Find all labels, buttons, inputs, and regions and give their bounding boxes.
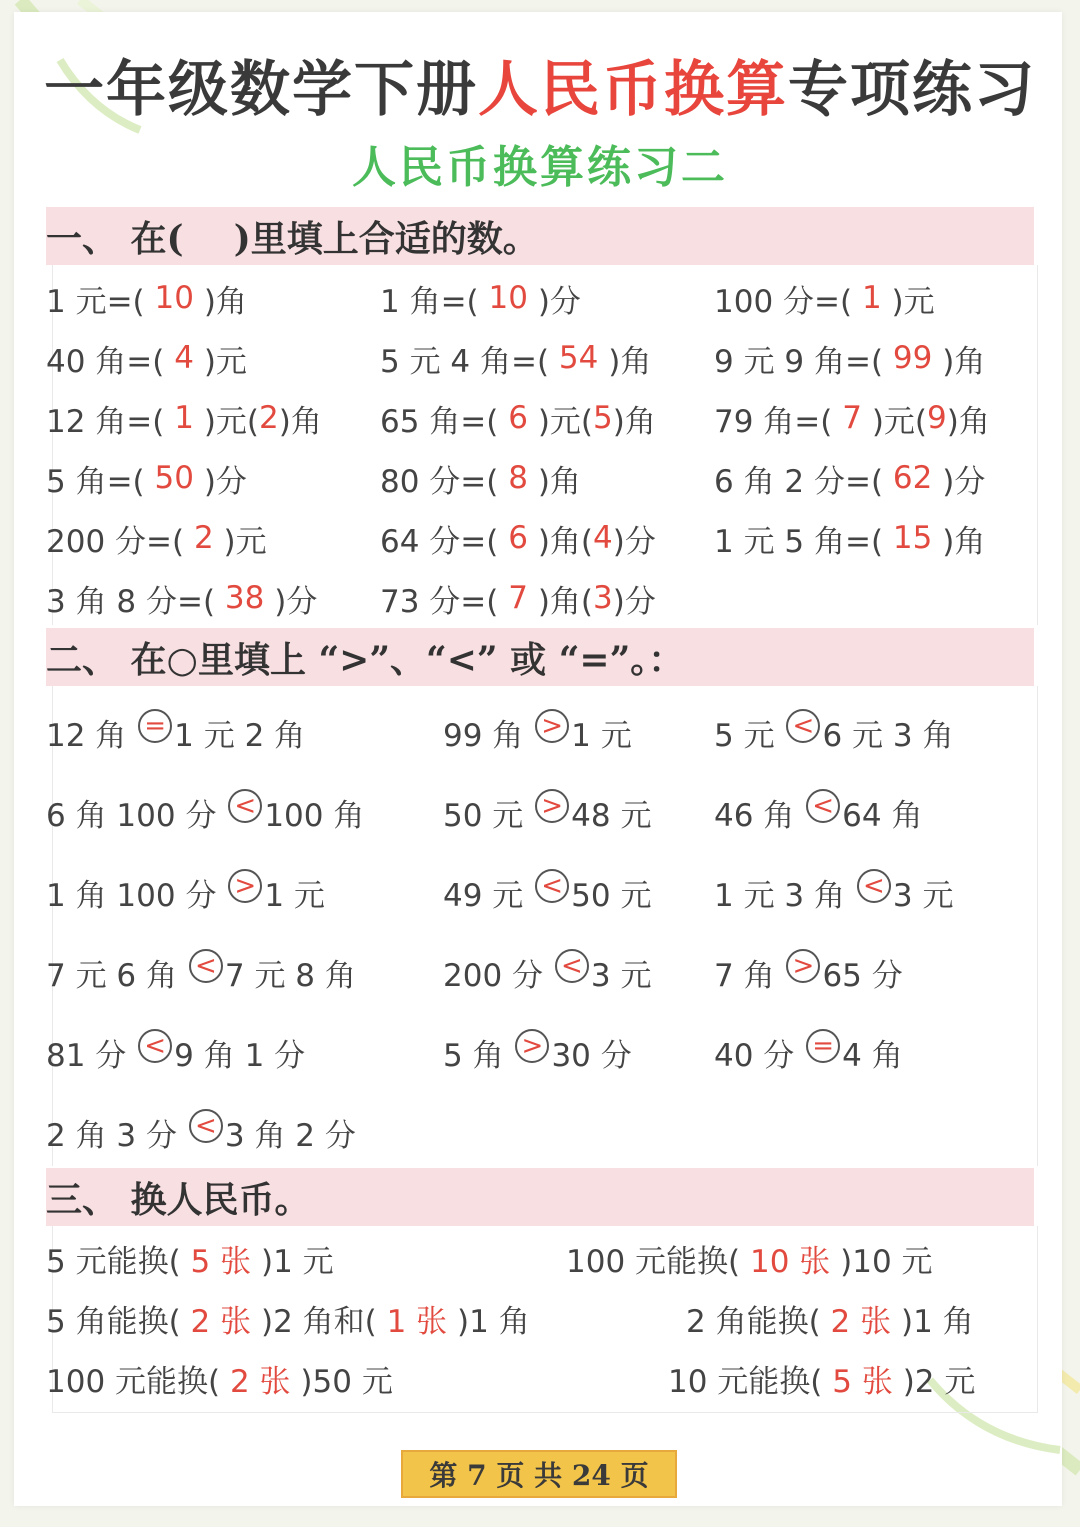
answer-text: 2 张: [180, 1303, 261, 1340]
question-text: 1 元 5 角=(: [714, 523, 884, 560]
question-text: 1 角=(: [380, 283, 479, 320]
answer-text: 62: [883, 460, 943, 496]
compare-item: [443, 1022, 632, 1082]
unit-text: )角: [537, 463, 581, 500]
unit-text: )角: [278, 403, 322, 440]
compare-left: 5 角: [443, 1037, 514, 1074]
question-text: 5 元 4 角=(: [380, 343, 550, 380]
compare-item: [443, 862, 651, 922]
fill-item: [380, 568, 656, 628]
unit-text: )角: [612, 403, 656, 440]
answer-text: 2: [184, 520, 224, 556]
compare-row: [0, 862, 1080, 922]
comparison-circle: <: [806, 789, 840, 823]
compare-item: [46, 782, 364, 842]
unit-text: )分: [612, 583, 656, 620]
unit-text: )分: [537, 283, 581, 320]
compare-left: 49 元: [443, 877, 534, 914]
compare-left: 6 角 100 分: [46, 797, 227, 834]
comparison-circle: >: [786, 949, 820, 983]
comparison-circle: >: [535, 789, 569, 823]
comparison-circle: <: [857, 869, 891, 903]
compare-item: [46, 942, 356, 1002]
unit-text: )元: [891, 283, 935, 320]
compare-left: 50 元: [443, 797, 534, 834]
compare-left: 7 角: [714, 957, 785, 994]
unit-text: )50 元: [300, 1363, 393, 1400]
fill-row: [0, 568, 1080, 628]
exchange-row: [0, 1288, 1080, 1348]
fill-item: [380, 388, 656, 448]
compare-row: [0, 1102, 1080, 1162]
compare-left: 99 角: [443, 717, 534, 754]
question-text: 64 分=(: [380, 523, 499, 560]
unit-text: )分: [203, 463, 247, 500]
question-text: 5 元能换(: [46, 1243, 181, 1280]
answer-text: 1 张: [376, 1303, 458, 1340]
unit-text: )元: [223, 523, 267, 560]
question-text: 2 角能换(: [686, 1303, 821, 1340]
compare-row: [0, 702, 1080, 762]
section3-band: [46, 1168, 1034, 1226]
page-subtitle: 人民币换算练习二: [352, 142, 728, 193]
unit-text: )10 元: [840, 1243, 933, 1280]
answer-text: 9: [927, 400, 947, 436]
page-title: [0, 50, 1080, 130]
compare-left: 81 分: [46, 1037, 137, 1074]
question-text: 5 角能换(: [46, 1303, 181, 1340]
question-text: 3 角 8 分=(: [46, 583, 216, 620]
compare-item: [714, 1022, 903, 1082]
fill-item: [380, 448, 581, 508]
question-text: 100 元能换(: [566, 1243, 741, 1280]
unit-text: )角(: [537, 583, 594, 620]
question-text: 5 角=(: [46, 463, 145, 500]
unit-text: )分: [274, 583, 318, 620]
exchange-item: [46, 1348, 393, 1408]
question-text: 12 角=(: [46, 403, 165, 440]
fill-item: [46, 448, 247, 508]
title-highlight: 人民币换算: [478, 55, 788, 125]
fill-item: [714, 448, 985, 508]
question-text: 65 角=(: [380, 403, 499, 440]
answer-text: 3: [593, 580, 613, 616]
fill-item: [714, 328, 985, 388]
unit-text: )1 角: [900, 1303, 974, 1340]
unit-text: )分: [612, 523, 656, 560]
unit-text: )角: [608, 343, 652, 380]
fill-row: [0, 268, 1080, 328]
compare-left: 1 角 100 分: [46, 877, 227, 914]
comparison-circle: >: [515, 1029, 549, 1063]
page-number-footer: 第 7 页 共 24 页: [401, 1450, 677, 1498]
unit-text: )元(: [203, 403, 260, 440]
compare-row: [0, 782, 1080, 842]
question-text: 9 元 9 角=(: [714, 343, 884, 380]
compare-item: [443, 702, 632, 762]
title-part2: 专项练习: [788, 55, 1036, 125]
answer-text: 38: [215, 580, 275, 616]
answer-text: 4: [593, 520, 613, 556]
compare-right: 65 分: [822, 957, 903, 994]
comparison-circle: <: [535, 869, 569, 903]
compare-item: [46, 702, 305, 762]
unit-text: )元(: [537, 403, 594, 440]
section3-heading: 三、 换人民币。: [46, 1178, 311, 1221]
section2-heading: 二、 在○里填上 “>”、“<” 或 “=”。：: [46, 638, 685, 681]
exchange-row: [0, 1228, 1080, 1288]
comparison-circle: <: [555, 949, 589, 983]
compare-left: 46 角: [714, 797, 805, 834]
compare-left: 12 角: [46, 717, 137, 754]
fill-item: [714, 388, 990, 448]
compare-right: 30 分: [551, 1037, 632, 1074]
question-text: 40 角=(: [46, 343, 165, 380]
unit-text: )分: [942, 463, 986, 500]
question-text: 1 元=(: [46, 283, 145, 320]
unit-text: )角: [942, 343, 986, 380]
comparison-circle: =: [806, 1029, 840, 1063]
compare-right: 4 角: [842, 1037, 903, 1074]
title-part1: 一年级数学下册: [44, 55, 478, 125]
fill-item: [380, 268, 581, 328]
unit-text: )1 角: [457, 1303, 530, 1340]
answer-text: 5: [593, 400, 613, 436]
answer-text: 54: [549, 340, 609, 376]
exchange-item: [668, 1348, 975, 1408]
compare-right: 100 角: [264, 797, 365, 834]
compare-left: 200 分: [443, 957, 553, 994]
compare-item: [46, 1102, 356, 1162]
compare-left: 2 角 3 分: [46, 1117, 187, 1154]
fill-item: [46, 508, 267, 568]
fill-row: [0, 388, 1080, 448]
answer-text: 10: [478, 280, 538, 316]
comparison-circle: =: [138, 709, 172, 743]
compare-right: 7 元 8 角: [224, 957, 356, 994]
unit-text: )角(: [537, 523, 594, 560]
answer-text: 7: [832, 400, 872, 436]
fill-item: [714, 508, 985, 568]
answer-text: 2 张: [220, 1363, 301, 1400]
exchange-item: [46, 1228, 334, 1288]
answer-text: 5 张: [822, 1363, 903, 1400]
fill-item: [46, 328, 247, 388]
question-text: 73 分=(: [380, 583, 499, 620]
unit-text: )角: [203, 283, 247, 320]
unit-text: )元: [203, 343, 247, 380]
comparison-circle: <: [189, 1109, 223, 1143]
fill-item: [714, 268, 935, 328]
compare-right: 64 角: [842, 797, 923, 834]
unit-text: )角: [942, 523, 986, 560]
section1-heading: 一、 在( )里填上合适的数。: [46, 217, 539, 260]
comparison-circle: <: [138, 1029, 172, 1063]
answer-text: 15: [883, 520, 943, 556]
answer-text: 6: [498, 520, 538, 556]
compare-item: [714, 862, 953, 922]
fill-row: [0, 328, 1080, 388]
question-text: 10 元能换(: [668, 1363, 823, 1400]
answer-text: 2 张: [820, 1303, 901, 1340]
fill-row: [0, 448, 1080, 508]
fill-item: [380, 328, 651, 388]
compare-item: [714, 942, 903, 1002]
compare-item: [46, 1022, 305, 1082]
question-text: 6 角 2 分=(: [714, 463, 884, 500]
compare-item: [714, 782, 922, 842]
answer-text: 10: [144, 280, 204, 316]
question-text: 80 分=(: [380, 463, 499, 500]
answer-text: 4: [164, 340, 204, 376]
answer-text: 1: [164, 400, 204, 436]
compare-row: [0, 942, 1080, 1002]
compare-right: 48 元: [571, 797, 652, 834]
compare-right: 3 元: [590, 957, 652, 994]
fill-item: [46, 568, 317, 628]
compare-right: 1 元: [571, 717, 632, 754]
compare-right: 1 元: [264, 877, 325, 914]
compare-item: [443, 782, 651, 842]
fill-item: [46, 388, 322, 448]
compare-right: 50 元: [571, 877, 652, 914]
compare-right: 9 角 1 分: [174, 1037, 306, 1074]
unit-text: )2 元: [902, 1363, 976, 1400]
compare-left: 7 元 6 角: [46, 957, 187, 994]
compare-left: 40 分: [714, 1037, 805, 1074]
exchange-item: [46, 1288, 530, 1348]
compare-right: 1 元 2 角: [174, 717, 306, 754]
fill-row: [0, 508, 1080, 568]
unit-text: )元(: [871, 403, 928, 440]
answer-text: 8: [498, 460, 538, 496]
exchange-row: [0, 1348, 1080, 1408]
compare-item: [443, 942, 651, 1002]
answer-text: 5 张: [180, 1243, 261, 1280]
compare-right: 3 元: [892, 877, 954, 914]
answer-text: 6: [498, 400, 538, 436]
answer-text: 50: [144, 460, 204, 496]
section2-band: [46, 628, 1034, 686]
unit-text: )2 角和(: [260, 1303, 377, 1340]
question-text: 79 角=(: [714, 403, 833, 440]
section1-band: [46, 207, 1034, 265]
unit-text: )1 元: [260, 1243, 334, 1280]
comparison-circle: <: [189, 949, 223, 983]
answer-text: 1: [852, 280, 892, 316]
compare-item: [46, 862, 325, 922]
comparison-circle: <: [786, 709, 820, 743]
comparison-circle: >: [535, 709, 569, 743]
compare-right: 3 角 2 分: [224, 1117, 356, 1154]
compare-item: [714, 702, 953, 762]
question-text: 200 分=(: [46, 523, 185, 560]
answer-text: 99: [883, 340, 943, 376]
fill-item: [46, 268, 247, 328]
comparison-circle: >: [228, 869, 262, 903]
question-text: 100 分=(: [714, 283, 853, 320]
compare-row: [0, 1022, 1080, 1082]
compare-right: 6 元 3 角: [822, 717, 954, 754]
comparison-circle: <: [228, 789, 262, 823]
fill-item: [380, 508, 656, 568]
unit-text: )角: [946, 403, 990, 440]
answer-text: 2: [259, 400, 279, 436]
compare-left: 1 元 3 角: [714, 877, 855, 914]
exchange-item: [566, 1228, 933, 1288]
exchange-item: [686, 1288, 974, 1348]
answer-text: 7: [498, 580, 538, 616]
question-text: 100 元能换(: [46, 1363, 221, 1400]
answer-text: 10 张: [740, 1243, 841, 1280]
compare-left: 5 元: [714, 717, 785, 754]
